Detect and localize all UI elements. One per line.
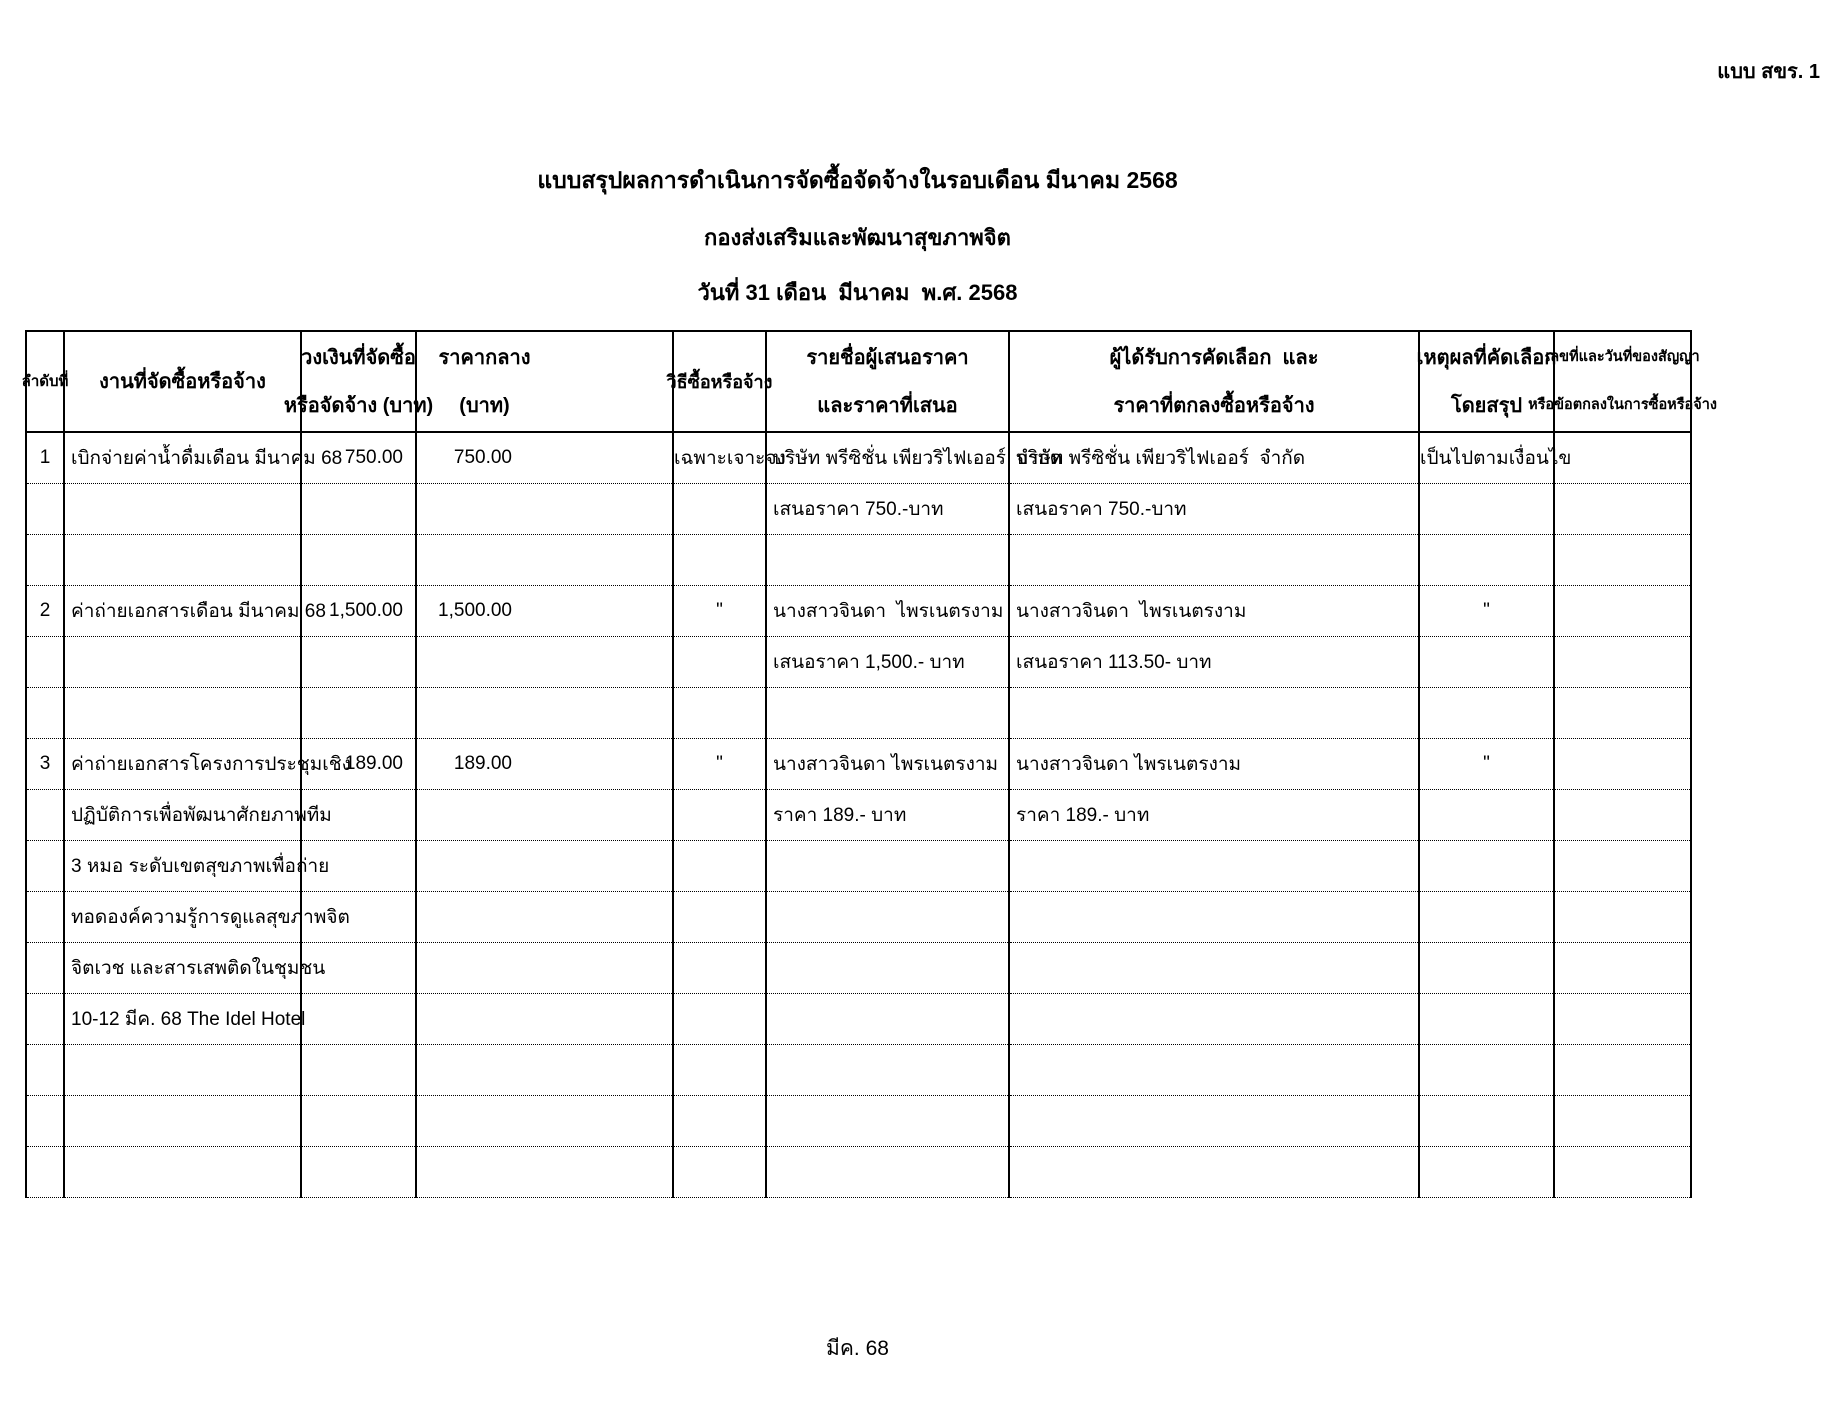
table-cell-selected bbox=[1009, 1147, 1419, 1198]
table-cell-reason bbox=[1419, 994, 1554, 1045]
table-row bbox=[26, 790, 1691, 841]
column-header-reason bbox=[1416, 331, 1557, 432]
table-cell-method bbox=[673, 892, 766, 943]
table-cell-bidders bbox=[766, 1147, 1009, 1198]
table-cell-reason bbox=[1419, 688, 1554, 739]
table-cell-work: ทอดองค์ความรู้การดูแลสุขภาพจิต bbox=[64, 892, 301, 943]
table-cell-no bbox=[26, 841, 64, 892]
table-cell-bidders: นางสาวจินดา ไพรเนตรงาม bbox=[766, 739, 1009, 790]
table-cell-bidders: บริษัท พรีซิชั่น เพียวริไฟเออร์ จำกัด bbox=[766, 432, 1009, 484]
table-cell-reason: เป็นไปตามเงื่อนไข bbox=[1419, 432, 1554, 484]
table-cell-reason bbox=[1419, 484, 1554, 535]
table-cell-reason: " bbox=[1419, 739, 1554, 790]
table-cell-no bbox=[26, 535, 64, 586]
table-cell-contract bbox=[1554, 739, 1691, 790]
table-cell-bidders bbox=[766, 1045, 1009, 1096]
table-cell-method bbox=[673, 1096, 766, 1147]
table-cell-no bbox=[26, 1147, 64, 1198]
table-cell-no bbox=[26, 637, 64, 688]
table-row bbox=[26, 637, 1691, 688]
table-cell-selected bbox=[1009, 841, 1419, 892]
table-cell-no bbox=[26, 943, 64, 994]
table-cell-bidders bbox=[766, 1096, 1009, 1147]
table-cell-contract bbox=[1554, 637, 1691, 688]
table-row bbox=[26, 535, 1691, 586]
table-cell-contract bbox=[1554, 688, 1691, 739]
column-header-text: โดยสรุป bbox=[1450, 394, 1523, 417]
table-cell-selected bbox=[1009, 688, 1419, 739]
table-cell-budget bbox=[301, 1045, 416, 1096]
table-cell-bidders bbox=[766, 943, 1009, 994]
table-cell-method bbox=[673, 790, 766, 841]
table-cell-mid-price bbox=[416, 637, 673, 688]
column-header-budget bbox=[283, 331, 434, 432]
table-cell-budget bbox=[301, 484, 416, 535]
table-cell-contract bbox=[1554, 484, 1691, 535]
table-cell-budget bbox=[301, 1096, 416, 1147]
table-cell-contract bbox=[1554, 432, 1691, 484]
table-cell-no bbox=[26, 994, 64, 1045]
footer-note: มีค. 68 bbox=[826, 1337, 889, 1360]
date-line: วันที่ 31 เดือน มีนาคม พ.ศ. 2568 bbox=[697, 280, 1018, 305]
table-cell-mid-price bbox=[416, 943, 673, 994]
table-cell-selected: ราคา 189.- บาท bbox=[1009, 790, 1419, 841]
table-cell-mid-price: 1,500.00 bbox=[416, 586, 673, 637]
table-cell-method bbox=[673, 1045, 766, 1096]
table-cell-bidders: ราคา 189.- บาท bbox=[766, 790, 1009, 841]
table-row bbox=[26, 432, 1691, 484]
column-header-text: รายชื่อผู้เสนอราคา bbox=[806, 346, 969, 369]
table-body bbox=[26, 432, 1691, 1198]
table-cell-work bbox=[64, 688, 301, 739]
procurement-table bbox=[21, 330, 1717, 1198]
column-header-text: เหตุผลที่คัดเลือก bbox=[1416, 346, 1557, 369]
table-cell-budget bbox=[301, 637, 416, 688]
table-row bbox=[26, 943, 1691, 994]
column-header-text: งานที่จัดซื้อหรือจ้าง bbox=[99, 370, 266, 393]
table-cell-contract bbox=[1554, 1147, 1691, 1198]
column-header-text: วิธีซื้อหรือจ้าง bbox=[666, 371, 773, 392]
table-cell-contract bbox=[1554, 1045, 1691, 1096]
table-row bbox=[26, 892, 1691, 943]
table-cell-selected: นางสาวจินดา ไพรเนตรงาม bbox=[1009, 739, 1419, 790]
table-cell-work bbox=[64, 484, 301, 535]
table-row bbox=[26, 484, 1691, 535]
table-cell-selected bbox=[1009, 1096, 1419, 1147]
table-cell-mid-price bbox=[416, 535, 673, 586]
column-header-selected bbox=[1009, 331, 1419, 432]
table-cell-mid-price bbox=[416, 1096, 673, 1147]
table-cell-method: " bbox=[673, 586, 766, 637]
table-cell-no bbox=[26, 892, 64, 943]
table-cell-no bbox=[26, 484, 64, 535]
table-cell-reason bbox=[1419, 943, 1554, 994]
table-cell-work: ค่าถ่ายเอกสารโครงการประชุมเชิง bbox=[64, 739, 301, 790]
table-cell-method: เฉพาะเจาะจง bbox=[673, 432, 766, 484]
table-header-row bbox=[26, 331, 1691, 432]
table-cell-work bbox=[64, 1096, 301, 1147]
column-header-text: ผู้ได้รับการคัดเลือก และ bbox=[1109, 346, 1319, 369]
table-cell-contract bbox=[1554, 943, 1691, 994]
table-cell-contract bbox=[1554, 994, 1691, 1045]
table-cell-contract bbox=[1554, 841, 1691, 892]
table-cell-work bbox=[64, 1045, 301, 1096]
table-cell-reason bbox=[1419, 841, 1554, 892]
column-header-contract bbox=[1528, 331, 1717, 432]
table-cell-work bbox=[64, 637, 301, 688]
table-cell-work bbox=[64, 535, 301, 586]
column-header-text: ราคาที่ตกลงซื้อหรือจ้าง bbox=[1113, 394, 1315, 417]
table-cell-no bbox=[26, 688, 64, 739]
table-cell-reason bbox=[1419, 1096, 1554, 1147]
table-cell-method bbox=[673, 943, 766, 994]
table-cell-budget bbox=[301, 994, 416, 1045]
table-cell-method: " bbox=[673, 739, 766, 790]
table-cell-bidders: เสนอราคา 1,500.- บาท bbox=[766, 637, 1009, 688]
table-cell-selected bbox=[1009, 994, 1419, 1045]
table-cell-bidders bbox=[766, 994, 1009, 1045]
table-cell-contract bbox=[1554, 535, 1691, 586]
table-row bbox=[26, 739, 1691, 790]
table-cell-mid-price: 189.00 bbox=[416, 739, 673, 790]
table-cell-work: ปฏิบัติการเพื่อพัฒนาศักยภาพทีม bbox=[64, 790, 301, 841]
page-title: แบบสรุปผลการดำเนินการจัดซื้อจัดจ้างในรอบเดือน มีนาคม 2568 bbox=[537, 167, 1178, 193]
table-cell-selected: เสนอราคา 113.50- บาท bbox=[1009, 637, 1419, 688]
table-cell-selected bbox=[1009, 535, 1419, 586]
table-cell-no: 3 bbox=[26, 739, 64, 790]
table-cell-method bbox=[673, 994, 766, 1045]
table-cell-mid-price bbox=[416, 484, 673, 535]
table-cell-reason bbox=[1419, 790, 1554, 841]
table-cell-bidders bbox=[766, 892, 1009, 943]
table-cell-contract bbox=[1554, 1096, 1691, 1147]
column-header-text: เลขที่และวันที่ของสัญญา bbox=[1545, 349, 1700, 366]
table-header bbox=[21, 331, 1717, 432]
table-row bbox=[26, 841, 1691, 892]
table-cell-mid-price bbox=[416, 994, 673, 1045]
table-cell-contract bbox=[1554, 586, 1691, 637]
table-cell-reason bbox=[1419, 1147, 1554, 1198]
column-header-mid-price bbox=[416, 331, 673, 432]
table-cell-contract bbox=[1554, 790, 1691, 841]
table-cell-budget bbox=[301, 1147, 416, 1198]
table-cell-selected: บริษัท พรีซิชั่น เพียวริไฟเออร์ จำกัด bbox=[1009, 432, 1419, 484]
table-cell-bidders bbox=[766, 535, 1009, 586]
form-code: แบบ สขร. 1 bbox=[1717, 61, 1820, 83]
table-cell-reason bbox=[1419, 892, 1554, 943]
table-cell-bidders bbox=[766, 688, 1009, 739]
table-row bbox=[26, 1147, 1691, 1198]
table-cell-mid-price bbox=[416, 688, 673, 739]
table-cell-budget bbox=[301, 688, 416, 739]
table-cell-reason bbox=[1419, 1045, 1554, 1096]
table-cell-budget: 189.00 bbox=[301, 739, 416, 790]
procurement-table-wrapper bbox=[21, 330, 1717, 1198]
table-cell-no bbox=[26, 790, 64, 841]
table-cell-mid-price bbox=[416, 841, 673, 892]
table-cell-no bbox=[26, 1096, 64, 1147]
table-cell-method bbox=[673, 637, 766, 688]
department-name: กองส่งเสริมและพัฒนาสุขภาพจิต bbox=[704, 225, 1011, 250]
table-cell-work: เบิกจ่ายค่าน้ำดื่มเดือน มีนาคม 68 bbox=[64, 432, 301, 484]
column-header-text: และราคาที่เสนอ bbox=[817, 394, 958, 417]
table-cell-reason: " bbox=[1419, 586, 1554, 637]
table-cell-work: ค่าถ่ายเอกสารเดือน มีนาคม 68 bbox=[64, 586, 301, 637]
table-cell-method bbox=[673, 535, 766, 586]
table-cell-work: 10-12 มีค. 68 The Idel Hotel bbox=[64, 994, 301, 1045]
table-cell-contract bbox=[1554, 892, 1691, 943]
table-cell-work: 3 หมอ ระดับเขตสุขภาพเพื่อถ่าย bbox=[64, 841, 301, 892]
table-cell-work bbox=[64, 1147, 301, 1198]
column-header-text: (บาท) bbox=[459, 394, 510, 417]
column-header-text: หรือข้อตกลงในการซื้อหรือจ้าง bbox=[1528, 397, 1717, 414]
table-cell-no: 1 bbox=[26, 432, 64, 484]
table-cell-selected bbox=[1009, 943, 1419, 994]
column-header-bidders bbox=[766, 331, 1009, 432]
table-cell-bidders: นางสาวจินดา ไพรเนตรงาม bbox=[766, 586, 1009, 637]
column-header-text: หรือจัดจ้าง (บาท) bbox=[283, 394, 434, 417]
table-cell-mid-price bbox=[416, 790, 673, 841]
column-header-work bbox=[64, 331, 301, 432]
table-row bbox=[26, 1045, 1691, 1096]
table-cell-work: จิตเวช และสารเสพติดในชุมชน bbox=[64, 943, 301, 994]
table-cell-method bbox=[673, 484, 766, 535]
table-cell-mid-price bbox=[416, 892, 673, 943]
column-header-no bbox=[21, 331, 69, 432]
table-row bbox=[26, 688, 1691, 739]
table-cell-method bbox=[673, 841, 766, 892]
table-cell-reason bbox=[1419, 637, 1554, 688]
table-cell-mid-price bbox=[416, 1147, 673, 1198]
table-cell-budget bbox=[301, 535, 416, 586]
column-header-method bbox=[666, 331, 773, 432]
table-row bbox=[26, 1096, 1691, 1147]
table-row bbox=[26, 994, 1691, 1045]
table-cell-selected bbox=[1009, 1045, 1419, 1096]
table-cell-no: 2 bbox=[26, 586, 64, 637]
table-row bbox=[26, 586, 1691, 637]
table-cell-selected: เสนอราคา 750.-บาท bbox=[1009, 484, 1419, 535]
table-cell-selected: นางสาวจินดา ไพรเนตรงาม bbox=[1009, 586, 1419, 637]
table-cell-reason bbox=[1419, 535, 1554, 586]
table-cell-method bbox=[673, 688, 766, 739]
column-header-text: ลำดับที่ bbox=[21, 373, 69, 390]
table-cell-mid-price: 750.00 bbox=[416, 432, 673, 484]
table-cell-bidders: เสนอราคา 750.-บาท bbox=[766, 484, 1009, 535]
table-cell-budget: 750.00 bbox=[301, 432, 416, 484]
table-cell-no bbox=[26, 1045, 64, 1096]
column-header-text: ราคากลาง bbox=[438, 346, 531, 369]
column-header-text: วงเงินที่จัดซื้อ bbox=[301, 346, 416, 369]
table-cell-mid-price bbox=[416, 1045, 673, 1096]
table-cell-budget: 1,500.00 bbox=[301, 586, 416, 637]
table-cell-bidders bbox=[766, 841, 1009, 892]
table-cell-method bbox=[673, 1147, 766, 1198]
table-cell-selected bbox=[1009, 892, 1419, 943]
